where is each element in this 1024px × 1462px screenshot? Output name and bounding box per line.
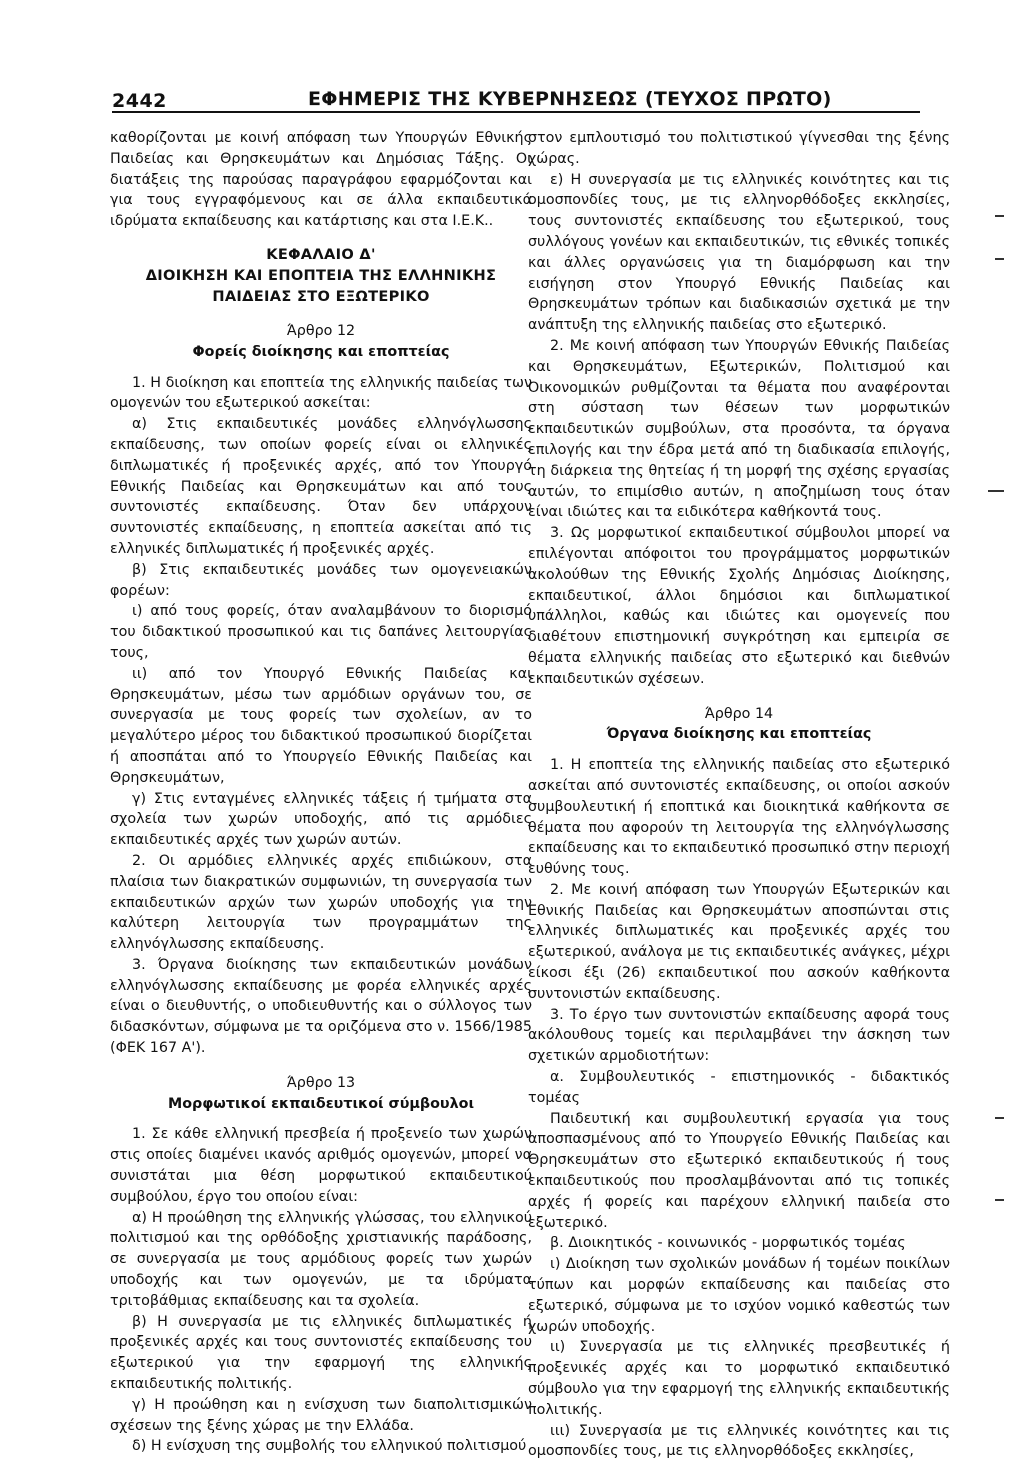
article-12-number: Άρθρο 12	[286, 322, 356, 339]
right-column	[528, 128, 950, 1462]
art13-paragraph-1a: α) Η προώθηση της ελληνικής γλώσσας, του ελληνικού πολιτισμού και της ορθόδοξης χριστιανικής παράδοσης, σε συνεργασία με τους αρμόδιους φορείς των χωρών υποδοχής και των ομογενών, με τα ιδρύματα τριτοβάθμιας εκπαίδευσης και τα σχολεία.	[110, 1209, 532, 1309]
art12-paragraph-1b-ii: ιι) από τον Υπουργό Εθνικής Παιδείας και Θρησκευμάτων, μέσω των αρμόδιων οργάνων του, σε συνεργασία με τους φορείς των σχολείων, αν το μεγαλύτερο μέρος του διδακτικού προσωπικού διορίζεται ή αποσπάται από το Υπουργείο Εθνικής Παιδείας και Θρησκευμάτων,	[110, 665, 532, 786]
art13-paragraph-1: 1. Σε κάθε ελληνική πρεσβεία ή προξενείο των χωρών στις οποίες διαμένει ικανός αριθμός ομογενών, μπορεί να συνιστάται μια θέση μορφωτικού εκπαιδευτικού συμβούλου, έργο του οποίου είναι:	[110, 1126, 532, 1205]
page-header	[112, 76, 920, 110]
art13-paragraph-1d: δ) Η ενίσχυση της συμβολής του ελληνικού πολιτισμού	[132, 1438, 527, 1455]
art13-paragraph-1c: γ) Η προώθηση και η ενίσχυση των διαπολιτισμικών σχέσεων της ξένης χώρας με την Ελλάδα.	[110, 1396, 532, 1434]
art14-paragraph-3b-ii: ιι) Συνεργασία με τις ελληνικές πρεσβευτικές ή προξενικές αρχές και το μορφωτικό εκπαιδευτικό σύμβουλο για την εφαρμογή της ελληνικής εκπαιδευτικής πολιτικής.	[528, 1339, 950, 1418]
chapter-heading	[110, 244, 532, 307]
art12-paragraph-1a: α) Στις εκπαιδευτικές μονάδες ελληνόγλωσσης εκπαίδευσης, των οποίων φορείς είναι οι ελληνικές διπλωματικές ή προξενικές αρχές, από τον Υπουργό Εθνικής Παιδείας και Θρησκευμάτων και από τους συντονιστές εκπαίδευσης. Όταν δεν υπάρχουν συντονιστές εκπαίδευσης, η εποπτεία ασκείται από τις ελληνικές διπλωματικές ή προξενικές αρχές.	[110, 416, 532, 557]
art14-paragraph-2: 2. Με κοινή απόφαση των Υπουργών Εξωτερικών και Εθνικής Παιδείας και Θρησκευμάτων αποσπώνται στις ελληνικές διπλωματικές και προξενικές αρχές του εξωτερικού, ανάλογα με τις εκπαιδευτικές ανάγκες, μέχρι είκοσι έξι (26) εκπαιδευτικοί που ασκούν καθήκοντα συντονιστών εκπαίδευσης.	[528, 881, 950, 1002]
chapter-label: ΚΕΦΑΛΑΙΟ Δ'	[266, 245, 376, 263]
chapter-title-line-2: ΠΑΙΔΕΙΑΣ ΣΤΟ ΕΞΩΤΕΡΙΚΟ	[212, 287, 430, 305]
intro-paragraph: καθορίζονται με κοινή απόφαση των Υπουργών Εθνικής Παιδείας και Θρησκευμάτων και Δημόσιας Τάξης. Οι διατάξεις της παρούσας παραγράφου εφαρμόζονται και για τους εγγραφόμενους και σε άλλα εκπαιδευτικά ιδρύματα εκπαίδευσης και κατάρτισης και στα Ι.Ε.Κ..	[110, 130, 532, 230]
art12-paragraph-1: 1. Η διοίκηση και εποπτεία της ελληνικής παιδείας των ομογενών του εξωτερικού ασκείται:	[110, 374, 532, 412]
margin-mark	[988, 490, 1004, 492]
art14-paragraph-3a-text: Παιδευτική και συμβουλευτική εργασία για τους αποσπασμένους από το Υπουργείο Εθνικής Παιδείας και Θρησκευμάτων στο εξωτερικό εκπαιδευτικούς ή τους εκπαιδευτικούς που προσλαμβάνονται από τις τοπικές αρχές ή φορείς και παρέχουν ελληνική παιδεία στο εξωτερικό.	[528, 1110, 950, 1231]
art14-paragraph-3b: β. Διοικητικός - κοινωνικός - μορφωτικός τομέας	[550, 1235, 906, 1252]
left-column	[110, 128, 532, 1457]
art12-paragraph-1c: γ) Στις ενταγμένες ελληνικές τάξεις ή τμήματα στα σχολεία των χωρών υποδοχής, από τις αρμόδιες εκπαιδευτικές αρχές των χωρών αυτών.	[110, 790, 532, 849]
article-14-number: Άρθρο 14	[704, 705, 774, 722]
chapter-title-line-1: ΔΙΟΙΚΗΣΗ ΚΑΙ ΕΠΟΠΤΕΙΑ ΤΗΣ ΕΛΛΗΝΙΚΗΣ	[145, 266, 497, 284]
running-title: ΕΦΗΜΕΡΙΣ ΤΗΣ ΚΥΒΕΡΝΗΣΕΩΣ (ΤΕΥΧΟΣ ΠΡΩΤΟ)	[308, 88, 832, 110]
art14-paragraph-3a: α. Συμβουλευτικός - επιστημονικός - διδακτικός τομέας	[528, 1069, 950, 1106]
art12-paragraph-1b-i: ι) από τους φορείς, όταν αναλαμβάνουν το διορισμό του διδακτικού προσωπικού και τις δαπάνες λειτουργίας τους,	[110, 603, 532, 661]
margin-mark	[995, 1117, 1004, 1119]
article-14-title: Όργανα διοίκησης και εποπτείας	[606, 726, 872, 743]
art12-paragraph-3: 3. Όργανα διοίκησης των εκπαιδευτικών μονάδων ελληνόγλωσσης εκπαίδευσης με φορέα ελληνικές αρχές είναι ο διευθυντής, ο υποδιευθυντής και ο σύλλογος των διδασκόντων, σύμφωνα με τα οριζόμενα στο ν. 1566/1985 (ΦΕΚ 167 Α').	[110, 956, 532, 1057]
margin-mark	[995, 215, 1004, 217]
continuation-paragraph: στον εμπλουτισμό του πολιτιστικού γίγνεσθαι της ξένης χώρας.	[528, 130, 950, 167]
art14-paragraph-1: 1. Η εποπτεία της ελληνικής παιδείας στο εξωτερικό ασκείται από συντονιστές εκπαίδευσης, οι οποίοι ασκούν συμβουλευτική ή εποπτικά και διοικητικά καθήκοντα σε θέματα που αφορούν τη λειτουργία της ελληνόγλωσσης εκπαίδευσης και το εκπαιδευτικό προσωπικό στην περιοχή ευθύνης τους.	[528, 757, 950, 878]
art13-paragraph-3: 3. Ως μορφωτικοί εκπαιδευτικοί σύμβουλοι μπορεί να επιλέγονται απόφοιτοι του προγράμματος μορφωτικών ακολούθων της Εθνικής Σχολής Δημόσιας Διοίκησης, εκπαιδευτικοί, άλλοι δημόσιοι και διπλωματικοί υπάλληλοι, καθώς και ιδιώτες και ομογενείς που διαθέτουν επιστημονική συγκρότηση και εμπειρία σε θέματα ελληνικής παιδείας στο εξωτερικό και διεθνών εκπαιδευτικών σχέσεων.	[528, 525, 950, 687]
art13-paragraph-1b: β) Η συνεργασία με τις ελληνικές διπλωματικές ή προξενικές αρχές και τους συντονιστές εκπαίδευσης του εξωτερικού για την εφαρμογή της ελληνικής εκπαιδευτικής πολιτικής.	[110, 1313, 532, 1393]
art12-paragraph-1b: β) Στις εκπαιδευτικές μονάδες των ομογενειακών φορέων:	[110, 561, 532, 599]
art13-paragraph-1e: ε) Η συνεργασία με τις ελληνικές κοινότητες και τις ομοσπονδίες τους, με τις ελληνορθόδοξες εκκλησίες, τους συντονιστές εκπαίδευσης του εξωτερικού, τους συλλόγους γονέων και εκπαιδευτικών, τις εθνικές τοπικές και άλλες οργανώσεις για τη διαμόρφωση και την εισήγηση στον Υπουργό Εθνικής Παιδείας και Θρησκευμάτων τρόπων και διαδικασιών σχετικά με την ανάπτυξη της ελληνικής παιδείας στο εξωτερικό.	[528, 171, 950, 334]
article-13-title: Μορφωτικοί εκπαιδευτικοί σύμβουλοι	[167, 1095, 475, 1112]
article-12-title: Φορείς διοίκησης και εποπτείας	[192, 343, 450, 360]
page-number: 2442	[112, 90, 167, 112]
art14-paragraph-3: 3. Το έργο των συντονιστών εκπαίδευσης αφορά τους ακόλουθους τομείς και περιλαμβάνει την άσκηση των σχετικών αρμοδιοτήτων:	[528, 1006, 950, 1065]
art12-paragraph-2: 2. Οι αρμόδιες ελληνικές αρχές επιδιώκουν, στα πλαίσια των διακρατικών συμφωνιών, τη συνεργασία των εκπαιδευτικών αρχών των χωρών υποδοχής για την καλύτερη λειτουργία των προγραμμάτων της ελληνόγλωσσης εκπαίδευσης.	[110, 852, 532, 953]
art14-paragraph-3b-i: ι) Διοίκηση των σχολικών μονάδων ή τομέων ποικίλων τύπων και μορφών εκπαίδευσης και παιδείας στο εξωτερικό, σύμφωνα με το ισχύον νομικό καθεστώς των χωρών υποδοχής.	[528, 1256, 950, 1335]
header-rule	[112, 111, 920, 113]
margin-mark	[995, 258, 1004, 260]
art13-paragraph-2: 2. Με κοινή απόφαση των Υπουργών Εθνικής Παιδείας και Θρησκευμάτων, Εξωτερικών, Πολιτισμού και Οικονομικών ρυθμίζονται τα θέματα που αναφέρονται στη σύσταση των θέσεων των μορφωτικών εκπαιδευτικών συμβούλων, στα προσόντα, τα όργανα επιλογής και την έδρα μετά από τη διαδικασία επιλογής, τη διάρκεια της θητείας ή τη μορφή της σχέσης εργασίας αυτών, το επιμίσθιο αυτών, η αποζημίωση τους όταν είναι ιδιώτες και τα ειδικότερα καθήκοντά τους.	[528, 337, 950, 521]
article-13-number: Άρθρο 13	[286, 1074, 356, 1091]
margin-mark	[995, 1199, 1004, 1201]
art14-paragraph-3b-iii: ιιι) Συνεργασία με τις ελληνικές κοινότητες και τις ομοσπονδίες τους, με τις ελληνορθόδοξες εκκλησίες,	[528, 1422, 950, 1460]
